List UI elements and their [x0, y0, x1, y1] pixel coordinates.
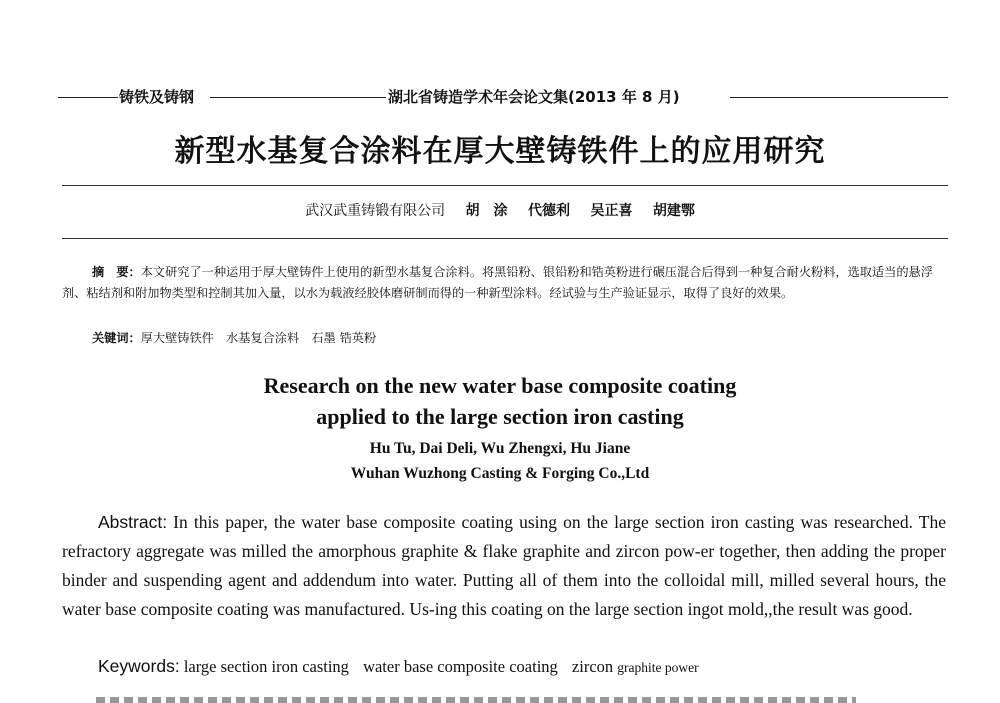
abstract-cn-label: 摘 要： — [92, 265, 141, 279]
author-cn: 胡建鄂 — [652, 203, 695, 219]
paper-title-en-line1: Research on the new water base composite coating — [263, 373, 737, 398]
abstract-en-label: Abstract: — [98, 512, 168, 532]
title-rule-top — [62, 185, 948, 186]
header-rule-right — [730, 97, 948, 98]
header-proceedings: 湖北省铸造学术年会论文集(2013 年 8 月) — [388, 88, 680, 106]
abstract-en — [62, 508, 946, 624]
abstract-en-text: In this paper, the water base composite coating using on the large section iron casting was researched. The refractory aggregate was milled the amorphous graphite & flake graphite and zircon pow-er together, then adding the proper binder and suspending agent and addendum into water. Putting all of them into the colloidal mill, milled several hours, the water base composite coating was manufactured. Us-ing this coating on the large section ingot mold,,the result was good. — [62, 512, 946, 619]
authors-en: Hu Tu, Dai Deli, Wu Zhengxi, Hu Jiane — [369, 440, 631, 457]
cut-off-text-line — [96, 695, 856, 703]
authors-cn — [0, 200, 1000, 220]
keyword-item: zircon — [571, 657, 614, 676]
keywords-cn — [92, 328, 376, 349]
abstract-cn — [62, 262, 948, 304]
keywords-cn-label: 关键词： — [92, 331, 141, 345]
header-rule-left — [58, 97, 118, 98]
keyword-item: water base composite coating — [363, 657, 558, 676]
keyword-item: graphite power — [617, 660, 699, 675]
affiliation-cn: 武汉武重铸锻有限公司 — [305, 203, 446, 219]
header-section: 铸铁及铸钢 — [119, 88, 195, 106]
paper-title-cn: 新型水基复合涂料在厚大壁铸铁件上的应用研究 — [174, 134, 826, 169]
authors-rule-bottom — [62, 238, 948, 239]
keywords-en — [98, 656, 699, 677]
keyword-item: large section iron casting — [183, 657, 349, 676]
keywords-en-label: Keywords: — [98, 656, 180, 676]
affiliation-en: Wuhan Wuzhong Casting & Forging Co.,Ltd — [350, 465, 650, 482]
abstract-cn-text: 本文研究了一种运用于厚大壁铸件上使用的新型水基复合涂料。将黑铅粉、银铅粉和锆英粉进行碾压混合后得到一种复合耐火粉料，选取适当的悬浮剂、粘结剂和附加物类型和控制其加入量，以水为载液经胶体磨研制而得的一种新型涂料。经试验与生产验证显示，取得了良好的效果。 — [62, 265, 933, 300]
paper-title-en-line2: applied to the large section iron casting — [316, 404, 684, 429]
author-cn: 吴正喜 — [590, 203, 633, 219]
keywords-cn-text: 厚大壁铸铁件 水基复合涂料 石墨 锆英粉 — [140, 331, 377, 345]
header-rule-middle — [210, 97, 386, 98]
author-cn: 代德利 — [528, 203, 570, 219]
author-cn: 胡 涂 — [465, 203, 508, 219]
running-header — [58, 87, 948, 107]
